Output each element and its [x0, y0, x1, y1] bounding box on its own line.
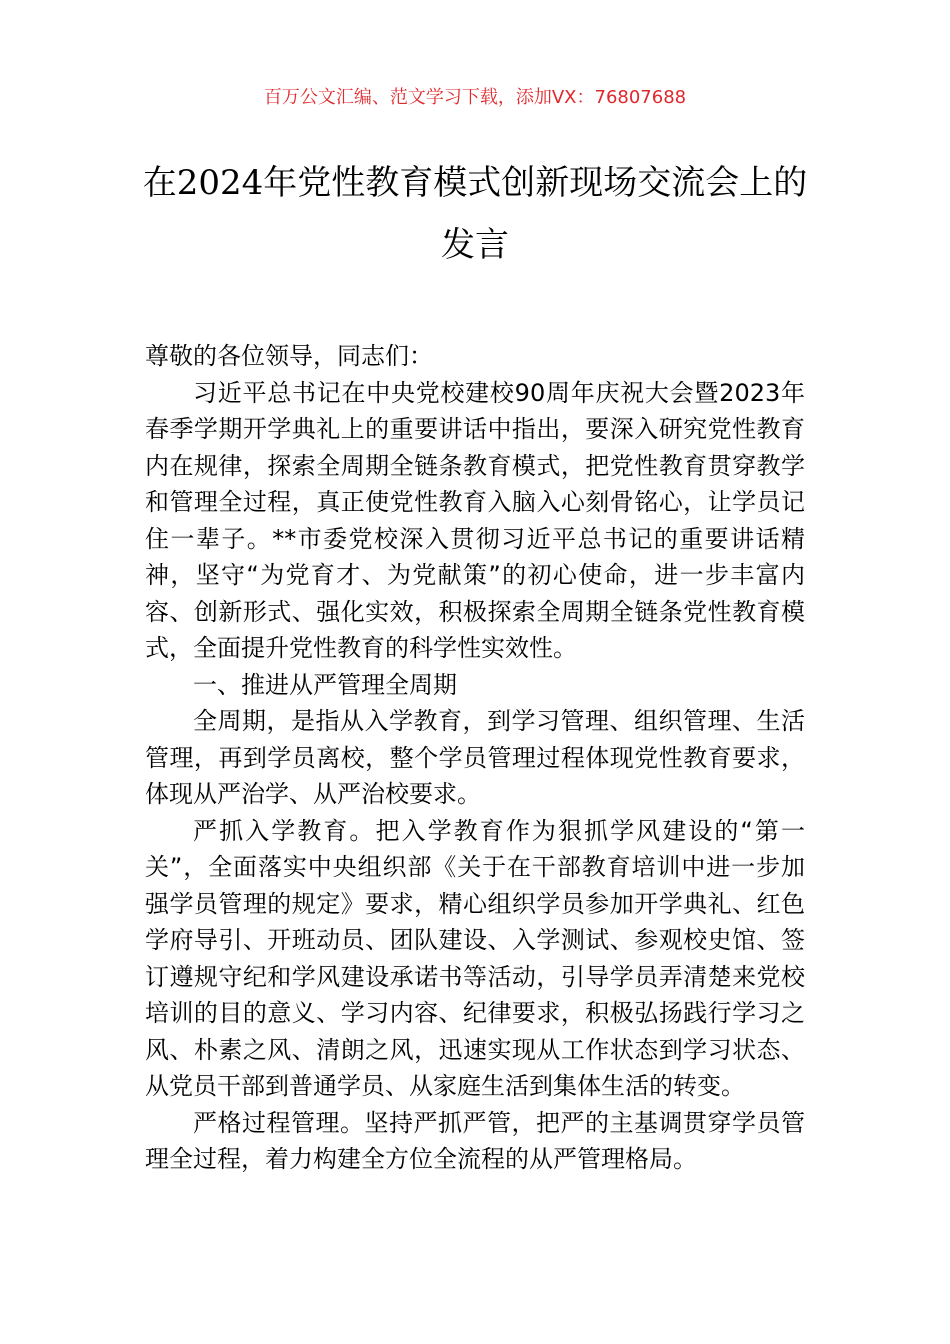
paragraph-intro: 习近平总书记在中央党校建校90周年庆祝大会暨2023年春季学期开学典礼上的重要讲话中指出，要深入研究党性教育内在规律，探索全周期全链条教育模式，把党性教育贯穿教学和管理全过程，真正使党性教育入脑入心刻骨铭心，让学员记住一辈子。**市委党校深入贯彻习近平总书记的重要讲话精神，坚守“为党育才、为党献策”的初心使命，进一步丰富内容、创新形式、强化实效，积极探索全周期全链条党性教育模式，全面提升党性教育的科学性实效性。 — [145, 378, 805, 662]
paragraph-enrollment-education: 严抓入学教育。把入学教育作为狠抓学风建设的“第一关”，全面落实中央组织部《关于在干部教育培训中进一步加强学员管理的规定》要求，精心组织学员参加开学典礼、红色学府导引、开班动员、团队建设、入学测试、参观校史馆、签订遵规守纪和学风建设承诺书等活动，引导学员弄清楚来党校培训的目的意义、学习内容、纪律要求，积极弘扬践行学习之风、朴素之风、清朗之风，迅速实现从工作状态到学习状态、从党员干部到普通学员、从家庭生活到集体生活的转变。 — [145, 816, 805, 1100]
salutation: 尊敬的各位领导，同志们： — [145, 342, 433, 370]
paragraph-full-cycle: 全周期，是指从入学教育，到学习管理、组织管理、生活管理，再到学员离校，整个学员管理过程体现党性教育要求，体现从严治学、从严治校要求。 — [145, 707, 805, 808]
paragraph-process-management: 严格过程管理。坚持严抓严管，把严的主基调贯穿学员管理全过程，着力构建全方位全流程的从严管理格局。 — [145, 1108, 805, 1173]
document-body — [145, 338, 805, 1178]
section-heading-1: 一、推进从严管理全周期 — [193, 670, 457, 699]
document-title: 在2024年党性教育模式创新现场交流会上的发言 — [142, 163, 808, 265]
promo-banner: 百万公文汇编、范文学习下载，添加VX：76807688 — [263, 87, 687, 108]
